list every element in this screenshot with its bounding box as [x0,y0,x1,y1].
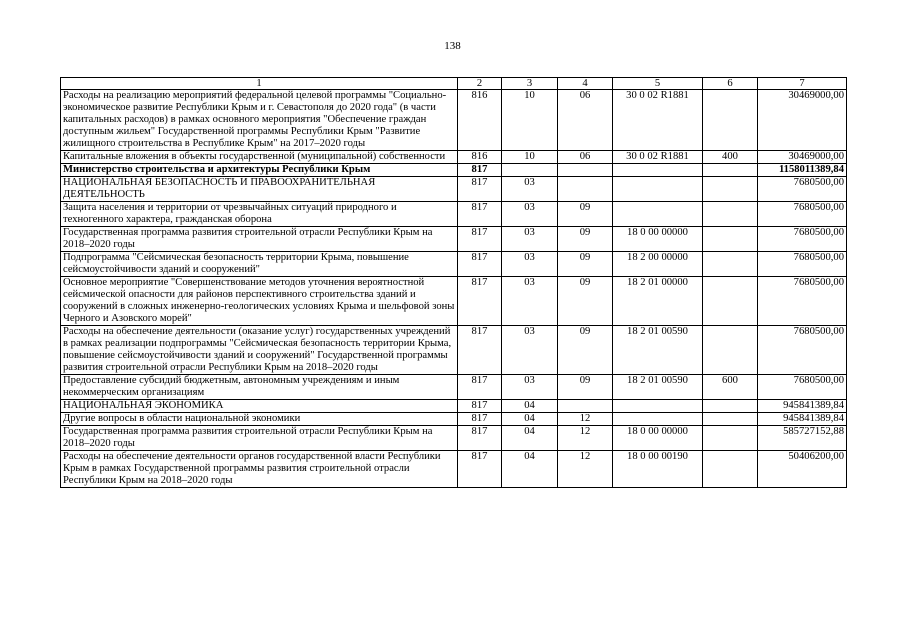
target-article-cell [613,413,703,426]
admin-code-cell: 817 [458,252,502,277]
table-row [61,375,847,400]
row-name-cell: Защита населения и территории от чрезвычайных ситуаций природного и техногенного характера, гражданская оборона [61,202,458,227]
target-article-cell [613,202,703,227]
target-article-cell [613,400,703,413]
subsection-cell: 12 [558,413,613,426]
amount-cell: 7680500,00 [758,375,847,400]
table-row [61,451,847,488]
admin-code-cell: 817 [458,426,502,451]
section-cell: 04 [502,426,558,451]
subsection-cell: 09 [558,202,613,227]
amount-cell: 7680500,00 [758,277,847,326]
subsection-cell: 09 [558,227,613,252]
target-article-cell: 18 2 01 00000 [613,277,703,326]
row-name-cell: Капитальные вложения в объекты государственной (муниципальной) собственности [61,151,458,164]
section-cell: 04 [502,400,558,413]
column-header: 2 [458,78,502,90]
table-row [61,202,847,227]
amount-cell: 945841389,84 [758,400,847,413]
table-row [61,326,847,375]
expense-type-cell: 400 [703,151,758,164]
admin-code-cell: 817 [458,202,502,227]
admin-code-cell: 817 [458,277,502,326]
target-article-cell: 18 0 00 00000 [613,426,703,451]
expense-type-cell [703,252,758,277]
section-cell: 03 [502,326,558,375]
amount-cell: 30469000,00 [758,90,847,151]
subsection-cell [558,177,613,202]
target-article-cell [613,177,703,202]
subsection-cell: 12 [558,426,613,451]
section-cell: 04 [502,451,558,488]
expense-type-cell [703,177,758,202]
section-cell: 03 [502,202,558,227]
expense-type-cell [703,413,758,426]
row-name-cell: Расходы на реализацию мероприятий федеральной целевой программы "Социально-экономическое развитие Республики Крым и г. Севастополя до 2020 года" (в части капитальных расходов) в рамках основного мероприятия "Обеспечение граждан доступным жильем" Государственной программы Республики Крым "Развитие жилищного строительства в Республике Крым" на 2017–2020 годы [61,90,458,151]
section-cell [502,164,558,177]
admin-code-cell: 817 [458,164,502,177]
row-name-cell: Расходы на обеспечение деятельности органов государственной власти Республики Крым в рамках Государственной программы развития строительной отрасли Республики Крым на 2018–2020 годы [61,451,458,488]
row-name-cell: НАЦИОНАЛЬНАЯ БЕЗОПАСНОСТЬ И ПРАВООХРАНИТЕЛЬНАЯ ДЕЯТЕЛЬНОСТЬ [61,177,458,202]
target-article-cell: 18 0 00 00000 [613,227,703,252]
amount-cell: 7680500,00 [758,202,847,227]
amount-cell: 585727152,88 [758,426,847,451]
table-row [61,252,847,277]
admin-code-cell: 817 [458,375,502,400]
table-row [61,90,847,151]
table-row [61,151,847,164]
admin-code-cell: 817 [458,400,502,413]
table-row [61,277,847,326]
expense-type-cell [703,326,758,375]
expense-type-cell [703,227,758,252]
row-name-cell: Государственная программа развития строительной отрасли Республики Крым на 2018–2020 годы [61,426,458,451]
column-header: 5 [613,78,703,90]
target-article-cell: 18 0 00 00190 [613,451,703,488]
admin-code-cell: 817 [458,326,502,375]
expense-type-cell [703,277,758,326]
budget-table [60,77,847,488]
admin-code-cell: 817 [458,177,502,202]
subsection-cell [558,164,613,177]
subsection-cell: 09 [558,277,613,326]
expense-type-cell [703,451,758,488]
expense-type-cell [703,400,758,413]
expense-type-cell [703,202,758,227]
amount-cell: 30469000,00 [758,151,847,164]
target-article-cell: 18 2 01 00590 [613,326,703,375]
target-article-cell [613,164,703,177]
expense-type-cell: 600 [703,375,758,400]
section-cell: 03 [502,277,558,326]
column-header: 7 [758,78,847,90]
admin-code-cell: 816 [458,151,502,164]
row-name-cell: Предоставление субсидий бюджетным, автономным учреждениям и иным некоммерческим организациям [61,375,458,400]
subsection-cell: 06 [558,151,613,164]
column-header: 4 [558,78,613,90]
column-header: 1 [61,78,458,90]
table-row [61,400,847,413]
admin-code-cell: 817 [458,413,502,426]
row-name-cell: Подпрограмма "Сейсмическая безопасность территории Крыма, повышение сейсмоустойчивости зданий и сооружений" [61,252,458,277]
section-cell: 10 [502,151,558,164]
amount-cell: 7680500,00 [758,252,847,277]
expense-type-cell [703,90,758,151]
amount-cell: 945841389,84 [758,413,847,426]
header-row [61,78,847,90]
column-header: 3 [502,78,558,90]
table-row [61,164,847,177]
row-name-cell: Государственная программа развития строительной отрасли Республики Крым на 2018–2020 годы [61,227,458,252]
page-number: 138 [444,40,461,52]
amount-cell: 7680500,00 [758,177,847,202]
amount-cell: 50406200,00 [758,451,847,488]
subsection-cell: 12 [558,451,613,488]
subsection-cell: 09 [558,326,613,375]
section-cell: 03 [502,177,558,202]
row-name-cell: Основное мероприятие "Совершенствование методов уточнения вероятностной сейсмической опасности для районов перспективного строительства зданий и сооружений в сложных инженерно-геологических условиях Крыма и шельфовой зоны Черного и Азовского морей" [61,277,458,326]
admin-code-cell: 817 [458,227,502,252]
subsection-cell: 09 [558,252,613,277]
section-cell: 03 [502,227,558,252]
target-article-cell: 18 2 00 00000 [613,252,703,277]
table-row [61,426,847,451]
expense-type-cell [703,164,758,177]
subsection-cell [558,400,613,413]
expense-type-cell [703,426,758,451]
row-name-cell: Расходы на обеспечение деятельности (оказание услуг) государственных учреждений в рамках реализации подпрограммы "Сейсмическая безопасность территории Крыма, повышение сейсмоустойчивости зданий и сооружений" Государственной программы развития строительной отрасли Республики Крым на 2018–2020 годы [61,326,458,375]
amount-cell: 1158011389,84 [758,164,847,177]
admin-code-cell: 817 [458,451,502,488]
target-article-cell: 18 2 01 00590 [613,375,703,400]
section-cell: 03 [502,252,558,277]
table-row [61,413,847,426]
row-name-cell: Министерство строительства и архитектуры Республики Крым [61,164,458,177]
table-row [61,227,847,252]
row-name-cell: Другие вопросы в области национальной экономики [61,413,458,426]
section-cell: 04 [502,413,558,426]
column-header: 6 [703,78,758,90]
row-name-cell: НАЦИОНАЛЬНАЯ ЭКОНОМИКА [61,400,458,413]
amount-cell: 7680500,00 [758,326,847,375]
subsection-cell: 06 [558,90,613,151]
target-article-cell: 30 0 02 R1881 [613,151,703,164]
table-row [61,177,847,202]
section-cell: 03 [502,375,558,400]
section-cell: 10 [502,90,558,151]
subsection-cell: 09 [558,375,613,400]
admin-code-cell: 816 [458,90,502,151]
target-article-cell: 30 0 02 R1881 [613,90,703,151]
amount-cell: 7680500,00 [758,227,847,252]
